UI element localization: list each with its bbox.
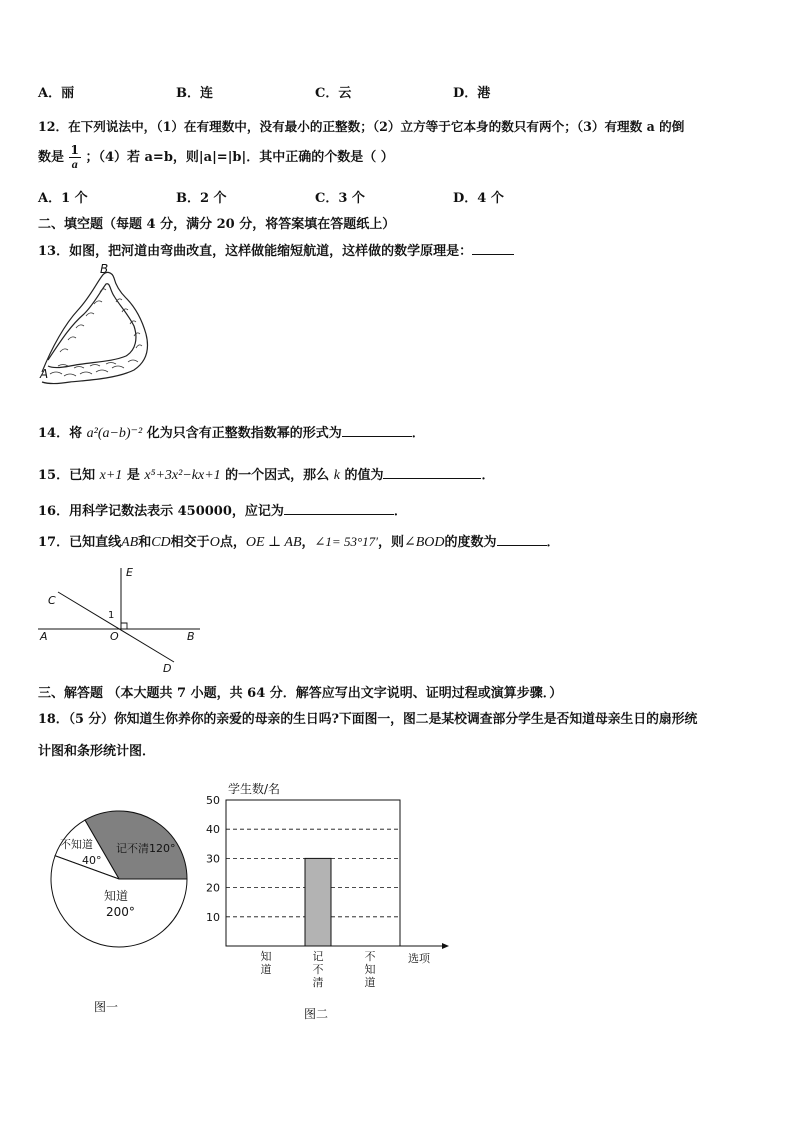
x-tick-char: 记 (312, 950, 324, 963)
pie-chart (40, 800, 200, 1030)
q14-expression: a²(a−b)⁻² (86, 426, 143, 441)
q17-angle1: ∠1= 53°17′ (314, 534, 378, 549)
q12-fraction-den: a (71, 157, 78, 171)
q14-answer-blank (342, 424, 412, 437)
q17-mid: 相交于 (170, 535, 210, 550)
x-tick-char: 不 (364, 950, 376, 963)
bar-x-axis-arrow (442, 943, 449, 949)
q12-option-a: A．1 个 (38, 191, 88, 206)
line-cd (58, 592, 174, 662)
q17-and: 和 (138, 535, 152, 550)
q17-answer-blank (497, 533, 547, 546)
q17-comma: ， (301, 535, 315, 550)
pie-title: 图一 (94, 1000, 119, 1014)
label-angle-1: 1 (108, 610, 115, 621)
q14-post: 化为只含有正整数指数幂的形式为 (146, 426, 342, 441)
pie-slices (51, 811, 187, 947)
x-tick-label (313, 950, 324, 989)
label-a: A (40, 630, 48, 643)
bar-x-tick-labels (261, 950, 376, 989)
section3-heading: 三、解答题 （本大题共 7 小题，共 64 分．解答应写出文字说明、证明过程或演算步骤．） (38, 686, 563, 701)
q17-text: 17．已知直线AB和CD相交于O点，OE ⊥ AB，∠1= 53°17′，则∠BOD的度数为 ． (38, 534, 560, 550)
q17-post: 的度数为 (444, 535, 497, 550)
label-d: D (163, 662, 172, 674)
pie-label-zhidao: 知道 (104, 889, 129, 903)
bar-ylabel: 学生数/名 (228, 782, 281, 796)
y-tick-label: 40 (206, 823, 220, 837)
q17-pre: 17．已知直线 (38, 535, 122, 550)
pie-label-buzhidao: 不知道 (60, 838, 93, 851)
bar-bars (305, 858, 331, 946)
q12-line1: 12．在下列说法中，（1）在有理数中，没有最小的正整数；（2）立方等于它本身的数只有两个；（3）有理数 a 的倒 (38, 119, 685, 134)
q18-line2: 计图和条形统计图． (38, 744, 156, 759)
river-banks (42, 272, 148, 383)
q15-post: 的值为 (344, 468, 384, 483)
bar-y-tick-labels (206, 794, 220, 924)
x-tick-char: 道 (260, 963, 272, 976)
q13-text (38, 240, 514, 259)
q12-fraction (69, 144, 81, 171)
q15-var-k: k (333, 468, 340, 483)
q12-option-c: C．3 个 (315, 191, 365, 206)
q17-oe: OE ⊥ AB (245, 535, 302, 550)
x-tick-char: 道 (364, 976, 376, 989)
label-c: C (48, 594, 56, 607)
lines-figure (30, 562, 210, 674)
x-tick-char: 知 (364, 963, 376, 976)
x-tick-char: 清 (312, 976, 324, 989)
q17-bod: ∠BOD (404, 535, 445, 550)
x-tick-label (261, 950, 272, 976)
pie-value-zhidao: 200° (106, 905, 135, 919)
q16-answer-blank (284, 502, 394, 515)
q11-option-c: C．云 (315, 86, 352, 101)
river-figure (30, 262, 160, 400)
q15-mid2: 的一个因式，那么 (225, 468, 330, 483)
q12-option-b: B．2 个 (176, 191, 227, 206)
x-tick-label (365, 950, 376, 989)
q12-line2-pre: 数是 (38, 150, 65, 165)
q15-text: 15．已知 x+1 是 x⁵+3x²−kx+1 的一个因式，那么 k 的值为 ． (38, 468, 495, 483)
bar-xlabel: 选项 (408, 952, 430, 965)
q17-point: 点， (219, 535, 246, 550)
pie-value-buzhidao: 40° (82, 854, 102, 867)
river-hatching (50, 289, 142, 376)
q16-text: 16．用科学记数法表示 450000，应记为 ． (38, 504, 407, 519)
pie-label-jibuqing-value: 120° (149, 842, 176, 855)
section2-heading: 二、填空题（每题 4 分，满分 20 分，将答案填在答题纸上） (38, 217, 396, 232)
y-tick-label: 10 (206, 910, 220, 924)
pie-label-jibuqing (116, 841, 176, 855)
q12-fraction-num: 1 (70, 143, 79, 157)
q12-option-d: D．4 个 (453, 191, 504, 206)
q15-mid1: 是 (126, 468, 140, 483)
river-label-a: A (40, 367, 49, 381)
q16-question: 16．用科学记数法表示 450000，应记为 (38, 504, 284, 519)
bar-title: 图二 (304, 1007, 329, 1021)
q13-answer-blank (472, 242, 514, 255)
pie-label-jibuqing-name: 记不清 (116, 842, 149, 855)
q12-line2 (38, 144, 394, 171)
y-tick-label: 50 (206, 794, 220, 807)
x-tick-char: 不 (312, 963, 324, 976)
q15-expression1: x+1 (99, 468, 123, 483)
label-o: O (110, 630, 119, 643)
q15-answer-blank (383, 466, 481, 479)
right-angle-mark (121, 623, 127, 629)
label-e: E (126, 566, 133, 579)
q11-option-b: B．连 (176, 86, 213, 101)
q15-expression2: x⁵+3x²−kx+1 (144, 468, 221, 483)
x-tick-char: 知 (260, 950, 272, 963)
q15-pre: 15．已知 (38, 468, 96, 483)
q17-ab: AB (121, 535, 139, 550)
q13-question: 13．如图，把河道由弯曲改直，这样做能缩短航道，这样做的数学原理是： (38, 244, 473, 259)
q12-line2-post: ；（4）若 a=b，则|a|=|b|．其中正确的个数是（ ） (85, 150, 394, 165)
q14-text: 14．将 a²(a−b)⁻² 化为只含有正整数指数幂的形式为 ． (38, 426, 425, 441)
q11-option-a: A．丽 (38, 86, 75, 101)
bar-1 (305, 858, 331, 946)
q11-option-d: D．港 (453, 86, 491, 101)
y-tick-label: 30 (206, 852, 220, 866)
q17-o: O (209, 535, 220, 550)
q17-then: ，则 (378, 535, 405, 550)
river-label-b: B (100, 262, 109, 276)
q18-line1: 18．（5 分）你知道生你养你的亲爱的母亲的生日吗?下面图一，图二是某校调查部分学生是否知道母亲生日的扇形统 (38, 712, 698, 727)
y-tick-label: 20 (206, 881, 220, 895)
label-b: B (187, 630, 195, 643)
q14-pre: 14．将 (38, 426, 83, 441)
q17-cd: CD (151, 535, 171, 550)
bar-chart (196, 776, 456, 1026)
